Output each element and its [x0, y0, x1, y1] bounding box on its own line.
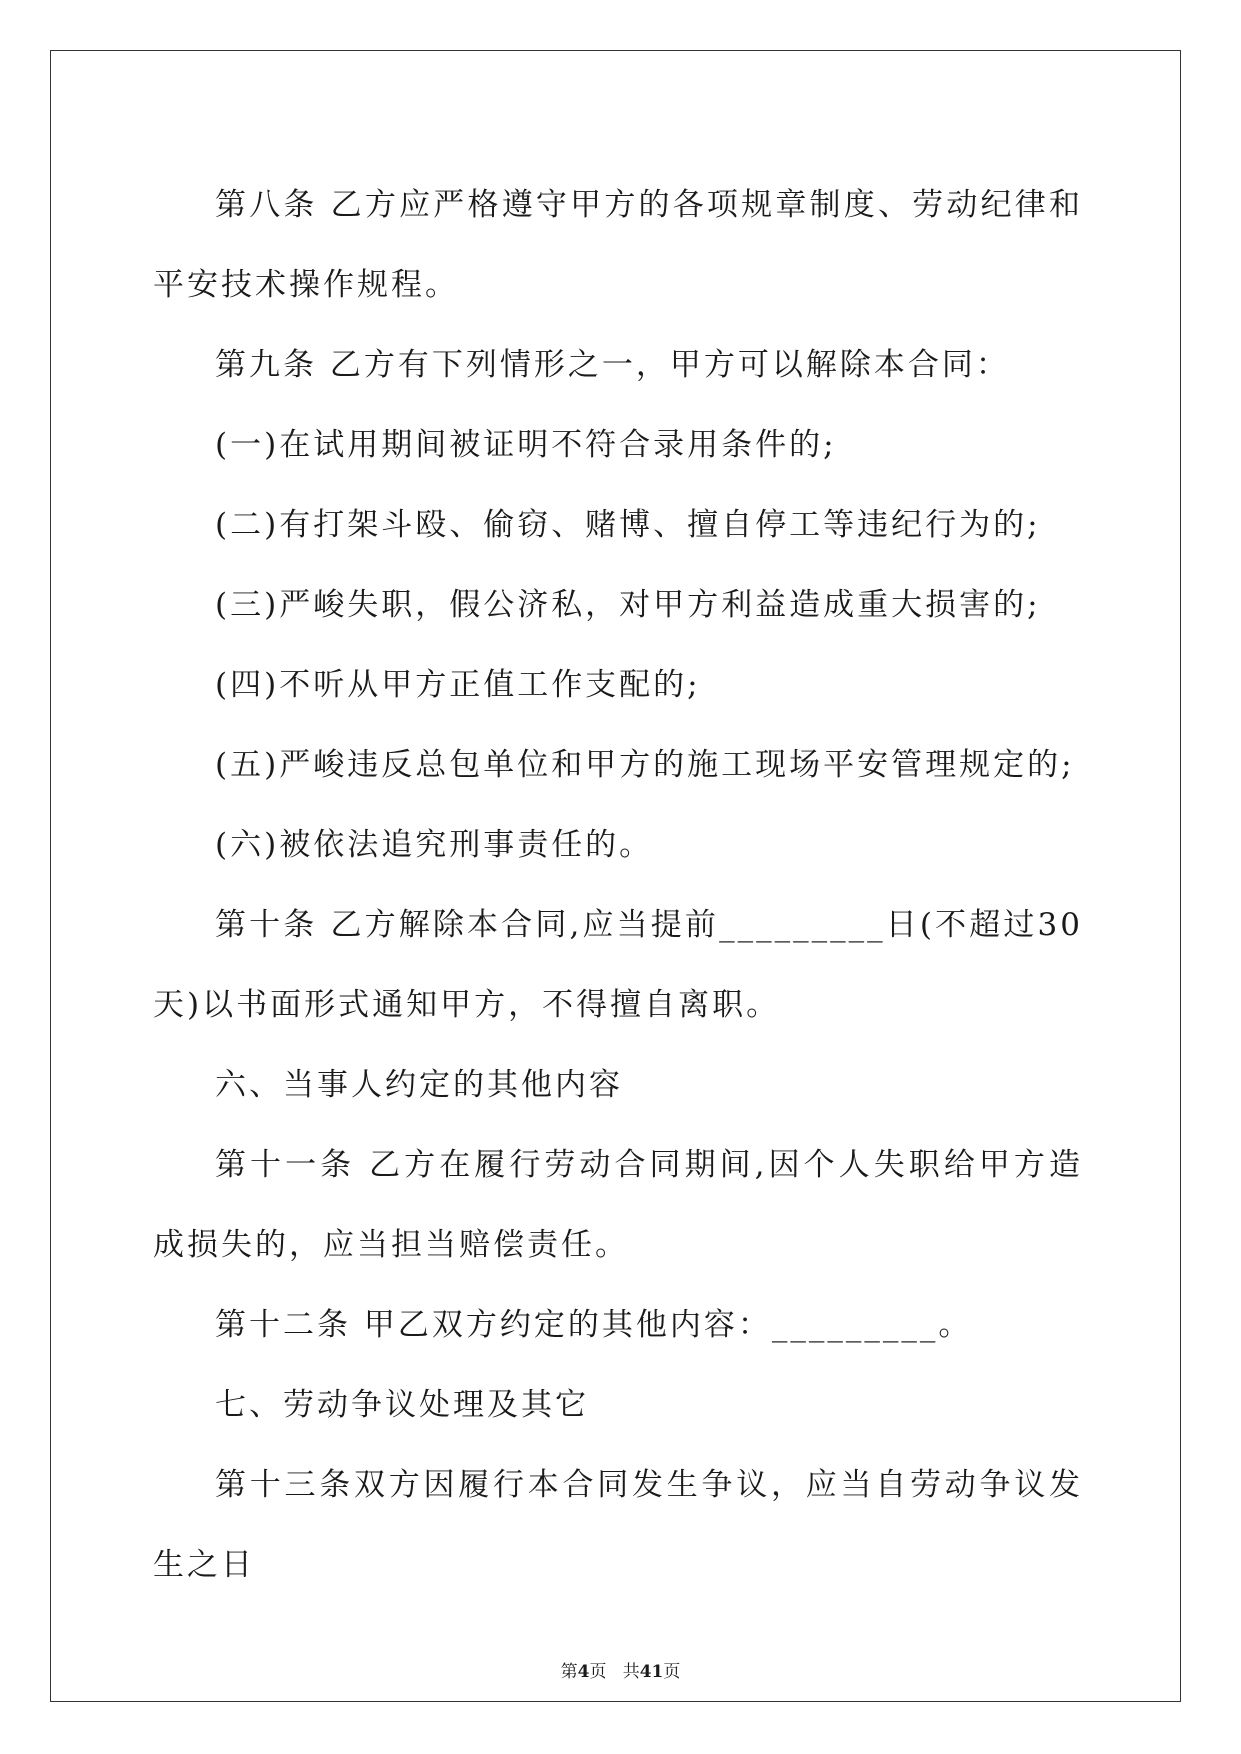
list-item-3: (三)严峻失职，假公济私，对甲方利益造成重大损害的;	[215, 587, 1041, 623]
list-item-2: (二)有打架斗殴、偷窃、赌博、擅自停工等违纪行为的;	[215, 507, 1041, 543]
footer-prefix: 第	[560, 1662, 578, 1682]
current-page-number: 4	[577, 1662, 590, 1682]
list-item-1: (一)在试用期间被证明不符合录用条件的;	[215, 427, 837, 463]
footer-total-prefix: 共	[622, 1662, 640, 1682]
paragraph-article-8: 第八条 乙方应严格遵守甲方的各项规章制度、劳动纪律和平安技术操作规程。	[153, 187, 1083, 303]
footer-total-unit: 页	[663, 1662, 681, 1682]
paragraph-article-12: 第十二条 甲乙双方约定的其他内容：_________。	[215, 1307, 973, 1343]
list-item-6: (六)被依法追究刑事责任的。	[215, 827, 654, 863]
paragraph-article-11: 第十一条 乙方在履行劳动合同期间,因个人失职给甲方造成损失的，应当担当赔偿责任。	[153, 1147, 1083, 1263]
footer-page-unit: 页	[589, 1662, 607, 1682]
paragraph-article-13: 第十三条双方因履行本合同发生争议，应当自劳动争议发生之日	[153, 1467, 1083, 1583]
section-heading-7: 七、劳动争议处理及其它	[215, 1387, 589, 1423]
list-item-5: (五)严峻违反总包单位和甲方的施工现场平安管理规定的;	[215, 747, 1075, 783]
section-heading-6: 六、当事人约定的其他内容	[215, 1067, 623, 1103]
total-page-count: 41	[639, 1662, 664, 1682]
page-footer	[0, 1657, 1241, 1682]
list-item-4: (四)不听从甲方正值工作支配的;	[215, 667, 701, 703]
document-body	[153, 165, 1083, 1605]
paragraph-article-9: 第九条 乙方有下列情形之一，甲方可以解除本合同：	[215, 347, 1010, 383]
paragraph-article-10: 第十条 乙方解除本合同,应当提前_________日(不超过30天)以书面形式通知甲方，不得擅自离职。	[153, 907, 1083, 1023]
